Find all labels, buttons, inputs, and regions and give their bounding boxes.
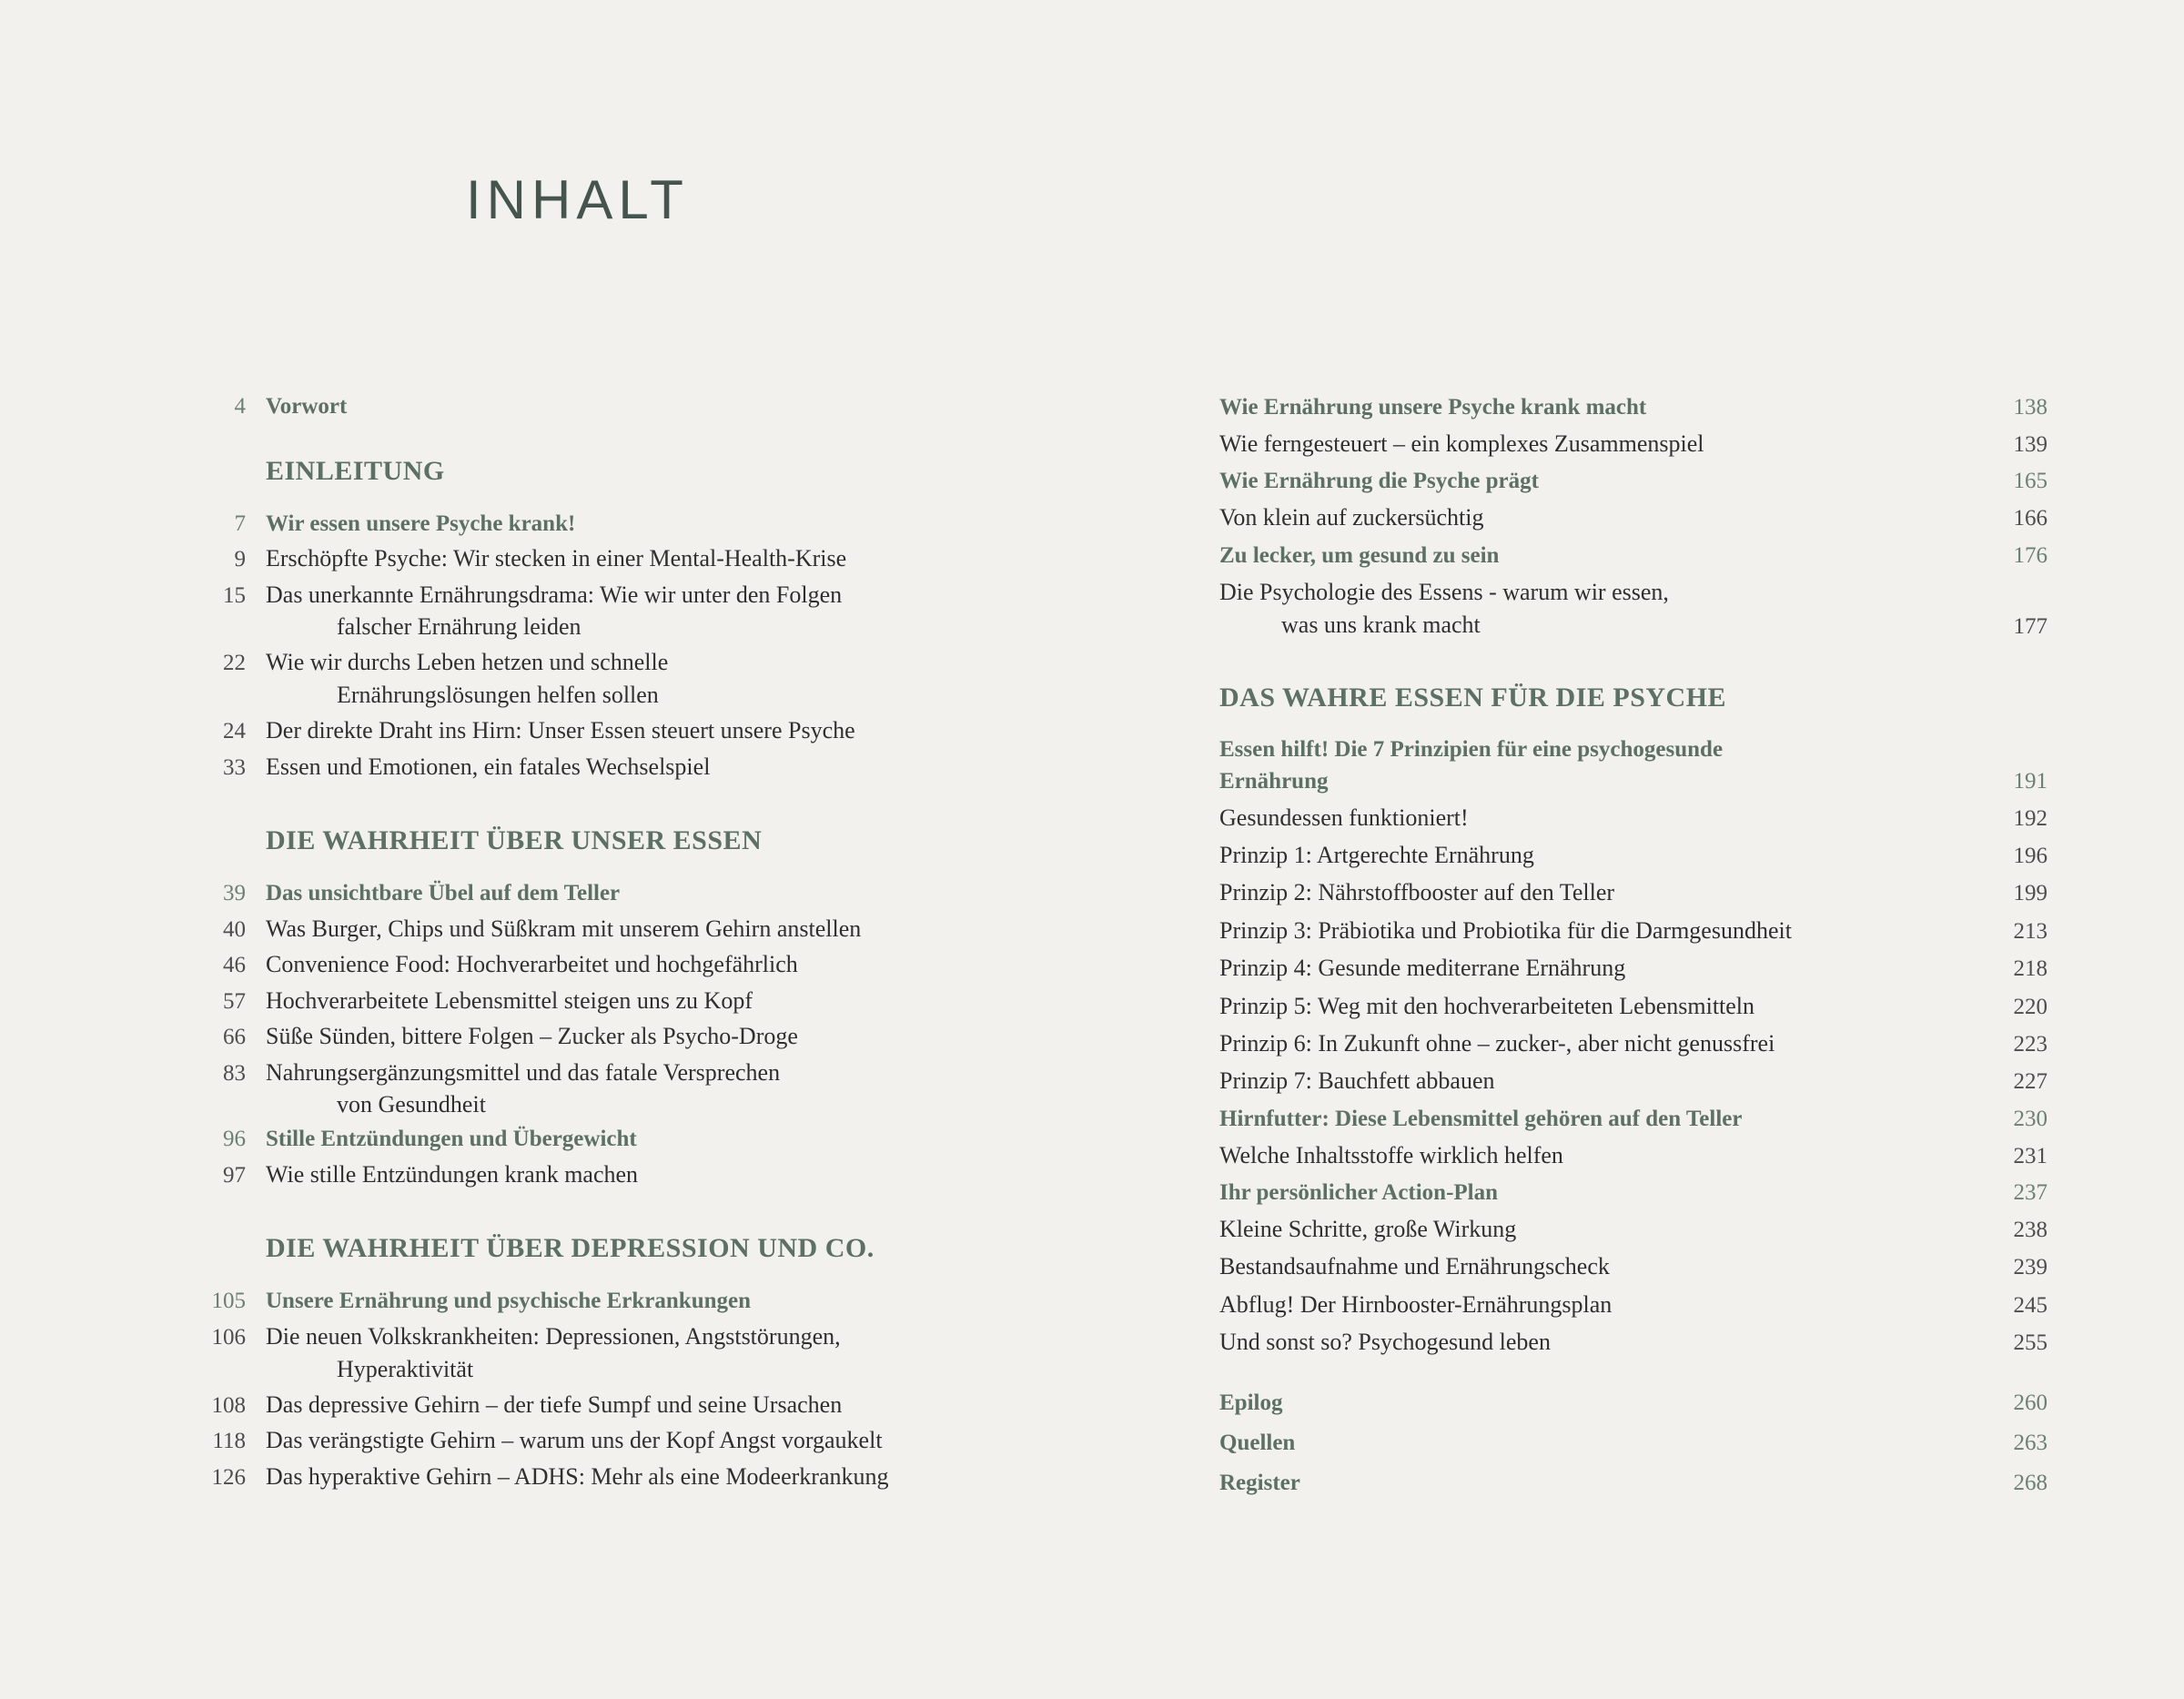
toc-page-number: 96 — [223, 1127, 246, 1152]
toc-entry[interactable] — [1219, 1027, 2048, 1060]
toc-entry-line2: Hyperaktivität — [337, 1355, 474, 1382]
toc-entry-title: Welche Inhaltsstoffe wirklich helfen — [1219, 1141, 1563, 1168]
toc-entry[interactable] — [207, 391, 1037, 423]
toc-entry[interactable] — [1219, 1427, 2048, 1459]
toc-columns — [0, 391, 2184, 1507]
toc-page-number: 106 — [211, 1324, 246, 1350]
toc-entry[interactable] — [207, 913, 1037, 946]
toc-entry-title: Und sonst so? Psychogesund leben — [1219, 1329, 1551, 1356]
toc-backmatter — [1219, 1387, 2048, 1499]
toc-entry-line2: Ernährungslösungen helfen sollen — [337, 682, 659, 709]
toc-entry-title: Wie ferngesteuert – ein komplexes Zusammenspiel — [1219, 430, 1704, 457]
toc-page-number: 7 — [234, 511, 246, 536]
toc-page-number: 66 — [223, 1025, 246, 1049]
toc-page-number: 239 — [2013, 1255, 2048, 1280]
toc-entry-title: Der direkte Draht ins Hirn: Unser Essen steuert unsere Psyche — [266, 717, 855, 743]
toc-entry[interactable] — [207, 1020, 1037, 1054]
toc-entry[interactable] — [207, 1424, 1037, 1458]
toc-entry[interactable] — [207, 878, 1037, 910]
toc-entry[interactable] — [207, 1286, 1037, 1318]
toc-page-number: 118 — [212, 1429, 246, 1453]
toc-entry-title: Ihr persönlicher Action-Plan — [1219, 1180, 1499, 1206]
toc-entry[interactable] — [1219, 952, 2048, 985]
toc-entry-title: Unsere Ernährung und psychische Erkrankungen — [266, 1289, 752, 1314]
toc-page-number: 97 — [223, 1162, 246, 1188]
toc-page-number: 268 — [2013, 1470, 2048, 1495]
toc-entry-title: Vorwort — [266, 394, 348, 419]
toc-entry-title: Hochverarbeitete Lebensmittel steigen uns zu Kopf — [266, 986, 753, 1014]
toc-column-right — [1074, 391, 2184, 1507]
toc-entry[interactable] — [1219, 733, 2048, 797]
toc-entry-title: Von klein auf zuckersüchtig — [1219, 504, 1484, 531]
toc-entry[interactable] — [1219, 1467, 2048, 1499]
toc-entry-title: Prinzip 3: Präbiotika und Probiotika für die Darmgesundheit — [1219, 916, 1792, 944]
toc-page-number: 191 — [2013, 768, 2048, 794]
toc-page-number: 108 — [211, 1392, 246, 1418]
toc-page-number: 22 — [223, 651, 246, 676]
toc-page-number: 165 — [2013, 469, 2048, 494]
toc-entry[interactable] — [207, 542, 1037, 576]
toc-page-number: 4 — [234, 394, 246, 419]
toc-entry-line1: Die Psychologie des Essens - warum wir essen, — [1219, 578, 1669, 605]
toc-entry[interactable] — [1219, 1213, 2048, 1246]
toc-entry[interactable] — [207, 1389, 1037, 1422]
toc-entry-title: Prinzip 7: Bauchfett abbauen — [1219, 1067, 1495, 1095]
toc-page-number: 230 — [2013, 1106, 2048, 1131]
toc-entry[interactable] — [1219, 915, 2048, 947]
toc-entry[interactable] — [1219, 1250, 2048, 1283]
toc-entry-title: Was Burger, Chips und Süßkram mit unserem Gehirn anstellen — [266, 915, 862, 942]
toc-entry-title: Epilog — [1219, 1390, 1283, 1415]
toc-entry[interactable] — [1219, 1103, 2048, 1135]
toc-entry-title: Süße Sünden, bittere Folgen – Zucker als Psycho-Droge — [266, 1023, 798, 1049]
toc-page-number: 138 — [2013, 395, 2048, 420]
toc-section-heading: DAS WAHRE ESSEN FÜR DIE PSYCHE — [1219, 682, 1727, 713]
toc-page-number: 39 — [223, 881, 246, 905]
toc-page-number: 196 — [2013, 843, 2048, 868]
toc-entry-title: Abflug! Der Hirnbooster-Ernährungsplan — [1219, 1290, 1613, 1318]
page-title: INHALT — [466, 169, 689, 230]
toc-page-number: 260 — [2013, 1390, 2048, 1415]
toc-page-number: 15 — [223, 582, 246, 608]
toc-entry[interactable] — [207, 646, 1037, 712]
toc-entry[interactable] — [1219, 1177, 2048, 1209]
toc-entry[interactable] — [207, 948, 1037, 982]
toc-page-number: 83 — [223, 1060, 246, 1086]
toc-entry-line2: was uns krank macht — [1281, 612, 1481, 639]
toc-entry-title: Bestandsaufnahme und Ernährungscheck — [1219, 1253, 1610, 1280]
toc-entry-title: Wie Ernährung unsere Psyche krank macht — [1219, 395, 1647, 420]
toc-entry-title: Prinzip 4: Gesunde mediterrane Ernährung — [1219, 955, 1626, 982]
toc-entry-title: Convenience Food: Hochverarbeitet und hochgefährlich — [266, 951, 798, 977]
toc-page-number: 139 — [2013, 432, 2048, 457]
toc-entry[interactable] — [1219, 876, 2048, 909]
toc-page-number: 231 — [2013, 1143, 2048, 1168]
toc-entry-title — [1219, 733, 1744, 797]
toc-page-number: 223 — [2013, 1031, 2048, 1057]
toc-page-number: 213 — [2013, 918, 2048, 944]
toc-entry[interactable] — [1219, 391, 2048, 423]
toc-entry-line1: Wie wir durchs Leben hetzen und schnelle — [266, 649, 669, 676]
toc-entry-line2: von Gesundheit — [337, 1091, 486, 1118]
toc-entry-title: Prinzip 2: Nährstoffbooster auf den Teller — [1219, 879, 1615, 906]
toc-entry[interactable] — [207, 1461, 1037, 1494]
toc-entry-title — [266, 579, 1037, 644]
toc-section-heading: DIE WAHRHEIT ÜBER UNSER ESSEN — [266, 825, 763, 855]
toc-entry[interactable] — [1219, 990, 2048, 1023]
toc-column-left — [0, 391, 1074, 1507]
toc-section-heading: EINLEITUNG — [266, 455, 445, 486]
toc-entry-title: Wie Ernährung die Psyche prägt — [1219, 469, 1539, 494]
toc-entry-title: Erschöpfte Psyche: Wir stecken in einer Mental-Health-Krise — [266, 545, 847, 571]
toc-entry[interactable] — [207, 1320, 1037, 1386]
toc-page-number: 176 — [2013, 542, 2048, 568]
toc-entry[interactable] — [1219, 1139, 2048, 1172]
toc-page-number: 192 — [2013, 805, 2048, 831]
toc-entry-title — [266, 1320, 1037, 1386]
toc-entry[interactable] — [207, 985, 1037, 1018]
toc-entry-title — [266, 646, 1037, 712]
toc-entry-title: Prinzip 5: Weg mit den hochverarbeiteten Lebensmitteln — [1219, 992, 1755, 1019]
toc-page-number: 199 — [2013, 881, 2048, 906]
toc-page-number: 24 — [223, 719, 246, 743]
toc-entry[interactable] — [1219, 802, 2048, 834]
toc-entry-title: Zu lecker, um gesund zu sein — [1219, 542, 1500, 568]
toc-entry[interactable] — [1219, 839, 2048, 872]
toc-page-number: 46 — [223, 953, 246, 977]
toc-page-number: 105 — [211, 1289, 246, 1314]
toc-page-number: 255 — [2013, 1330, 2048, 1356]
toc-entry-title: Essen und Emotionen, ein fatales Wechselspiel — [266, 753, 711, 780]
toc-entry-title — [266, 1057, 1037, 1122]
toc-entry[interactable] — [1219, 428, 2048, 460]
toc-entry-title: Wir essen unsere Psyche krank! — [266, 511, 576, 536]
toc-entry-title: Prinzip 6: In Zukunft ohne – zucker-, aber nicht genussfrei — [1219, 1029, 1775, 1057]
toc-entry-line1: Die neuen Volkskrankheiten: Depressionen, Angststörungen, — [266, 1322, 841, 1350]
toc-page-number: 238 — [2013, 1218, 2048, 1243]
toc-page-number: 263 — [2013, 1430, 2048, 1455]
toc-entry-title: Das hyperaktive Gehirn – ADHS: Mehr als eine Modeerkrankung — [266, 1462, 889, 1490]
toc-entry-line1: Essen hilft! Die 7 Prinzipien für eine psychogesunde — [1219, 736, 1724, 762]
toc-entry-line1: Das unerkannte Ernährungsdrama: Wie wir unter den Folgen — [266, 581, 843, 608]
toc-page-number: 57 — [223, 988, 246, 1014]
toc-page-number: 227 — [2013, 1069, 2048, 1095]
toc-entry-title: Prinzip 1: Artgerechte Ernährung — [1219, 841, 1534, 868]
toc-entry-title: Wie stille Entzündungen krank machen — [266, 1160, 639, 1188]
toc-entry-line1: Nahrungsergänzungsmittel und das fatale Versprechen — [266, 1058, 781, 1086]
toc-entry-title: Das verängstigte Gehirn – warum uns der Kopf Angst vorgaukelt — [266, 1427, 883, 1453]
toc-entry[interactable] — [1219, 465, 2048, 497]
toc-entry[interactable] — [1219, 540, 2048, 571]
toc-entry-title: Register — [1219, 1470, 1300, 1495]
toc-entry-title: Gesundessen funktioniert! — [1219, 804, 1469, 831]
toc-entry-title: Das unsichtbare Übel auf dem Teller — [266, 881, 621, 905]
toc-entry[interactable] — [207, 714, 1037, 748]
toc-page-number: 218 — [2013, 956, 2048, 982]
toc-page-number: 220 — [2013, 994, 2048, 1019]
toc-page-number: 166 — [2013, 506, 2048, 531]
toc-entry[interactable] — [1219, 576, 2048, 642]
toc-page-number: 237 — [2013, 1180, 2048, 1206]
toc-entry[interactable] — [1219, 501, 2048, 534]
toc-entry-line2: Ernährung — [1219, 768, 1329, 794]
toc-section-heading: DIE WAHRHEIT ÜBER DEPRESSION UND CO. — [266, 1233, 875, 1264]
toc-entry-title: Hirnfutter: Diese Lebensmittel gehören auf den Teller — [1219, 1106, 1743, 1131]
toc-page-number: 33 — [223, 754, 246, 780]
toc-page-number: 126 — [211, 1464, 246, 1490]
toc-page-number: 245 — [2013, 1292, 2048, 1318]
toc-page-number: 177 — [2013, 613, 2048, 639]
toc-entry-title — [1219, 576, 1691, 642]
toc-entry[interactable] — [207, 509, 1037, 541]
toc-entry[interactable] — [1219, 1065, 2048, 1097]
toc-entry-title: Stille Entzündungen und Übergewicht — [266, 1127, 637, 1152]
toc-page-number: 9 — [234, 547, 246, 571]
toc-entry-title: Kleine Schritte, große Wirkung — [1219, 1216, 1517, 1243]
toc-entry[interactable] — [207, 1124, 1037, 1156]
toc-entry-title: Quellen — [1219, 1430, 1296, 1455]
toc-entry[interactable] — [207, 1057, 1037, 1122]
toc-entry[interactable] — [1219, 1387, 2048, 1419]
toc-entry[interactable] — [1219, 1326, 2048, 1359]
toc-entry[interactable] — [207, 579, 1037, 644]
toc-entry-title: Das depressive Gehirn – der tiefe Sumpf und seine Ursachen — [266, 1391, 843, 1418]
toc-entry[interactable] — [207, 751, 1037, 784]
toc-entry[interactable] — [207, 1158, 1037, 1192]
toc-page-number: 40 — [223, 916, 246, 942]
toc-entry[interactable] — [1219, 1289, 2048, 1321]
toc-entry-line2: falscher Ernährung leiden — [337, 613, 581, 641]
